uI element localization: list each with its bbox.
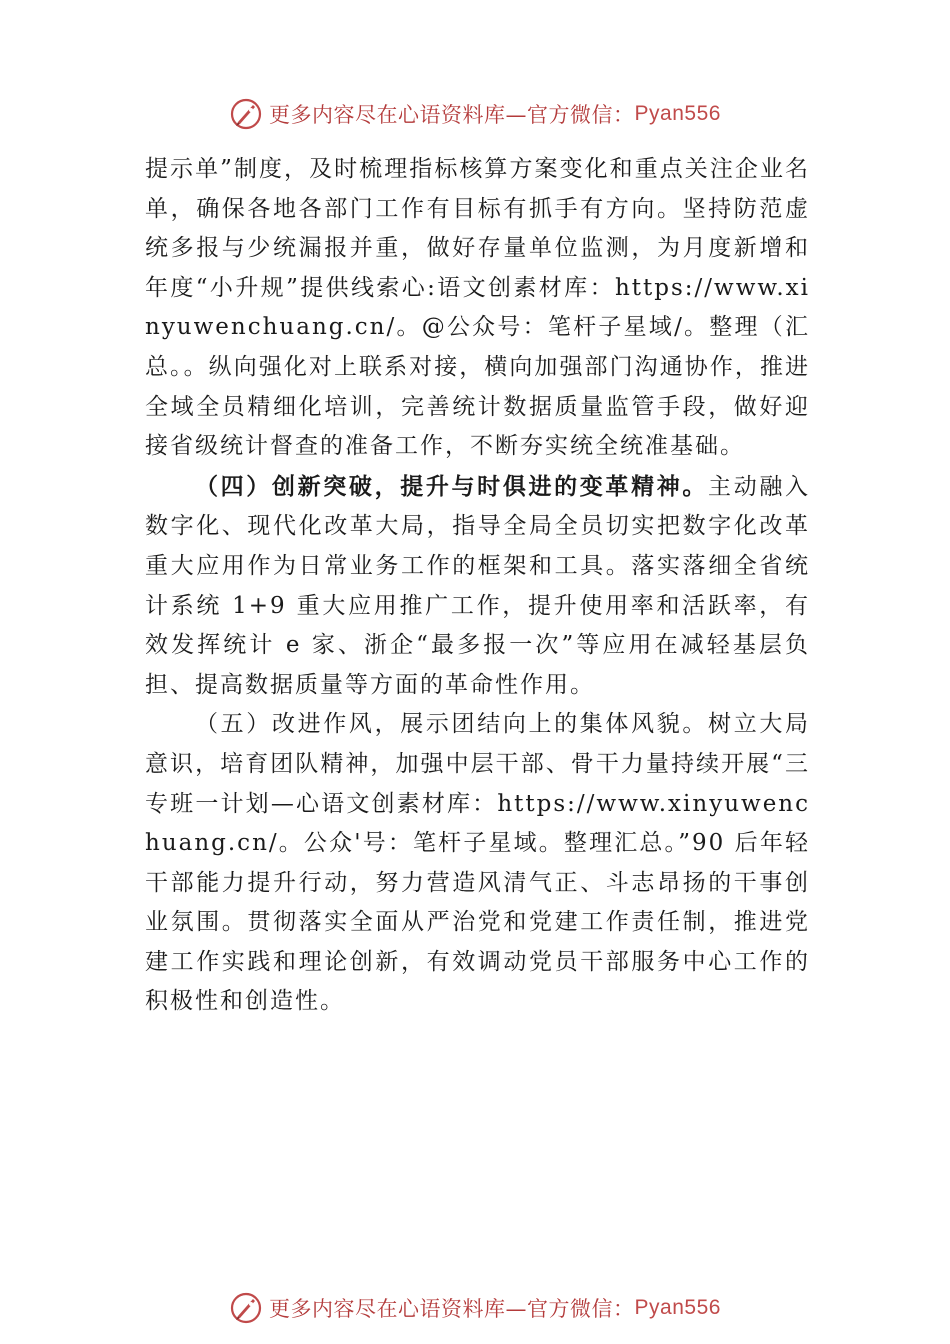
banner-text: 更多内容尽在心语资料库—官方微信： [269,1297,635,1321]
header-banner [0,94,950,134]
document-body [145,150,810,1022]
quill-logo-icon [229,97,263,131]
banner-handle: Pyan556 [634,1296,721,1319]
footer-banner [0,1288,950,1328]
paragraph-3 [145,705,810,1022]
banner-text: 更多内容尽在心语资料库—官方微信： [269,103,635,127]
paragraph-2-heading: （四）创新突破，提升与时俱进的变革精神。 [195,472,709,500]
paragraph-2-text: 主动融入数字化、现代化改革大局，指导全局全员切实把数字化改革重大应用作为日常业务工作的框架和工具。落实落细全省统计系统 1+9 重大应用推广工作，提升使用率和活跃率，有效发挥统计 e 家、浙企“最多报一次”等应用在减轻基层负担、提高数据质量等方面的革命性作用。 [145,473,811,698]
banner-handle: Pyan556 [634,102,721,125]
quill-logo-icon [229,1291,263,1325]
paragraph-3-text: （五）改进作风，展示团结向上的集体风貌。树立大局意识，培育团队精神，加强中层干部、骨干力量持续开展“三专班一计划—心语文创素材库：https://www.xinyuwenchuang.cn/。公众'号：笔杆子星域。整理汇总。”90 后年轻干部能力提升行动，努力营造风清气正、斗志昂扬的干事创业氛围。贯彻落实全面从严治党和党建工作责任制，推进党建工作实践和理论创新，有效调动党员干部服务中心工作的积极性和创造性。 [145,711,810,1015]
paragraph-1 [145,150,810,467]
paragraph-2 [145,467,810,706]
paragraph-1-text: 提示单”制度，及时梳理指标核算方案变化和重点关注企业名单，确保各地各部门工作有目标有抓手有方向。坚持防范虚统多报与少统漏报并重，做好存量单位监测，为月度新增和年度“小升规”提供线索心:语文创素材库：https://www.xinyuwenchuang.cn/。@公众号：笔杆子星域/。整理（汇总。。纵向强化对上联系对接，横向加强部门沟通协作，推进全域全员精细化培训，完善统计数据质量监管手段，做好迎接省级统计督查的准备工作，不断夯实统全统准基础。 [145,156,810,460]
